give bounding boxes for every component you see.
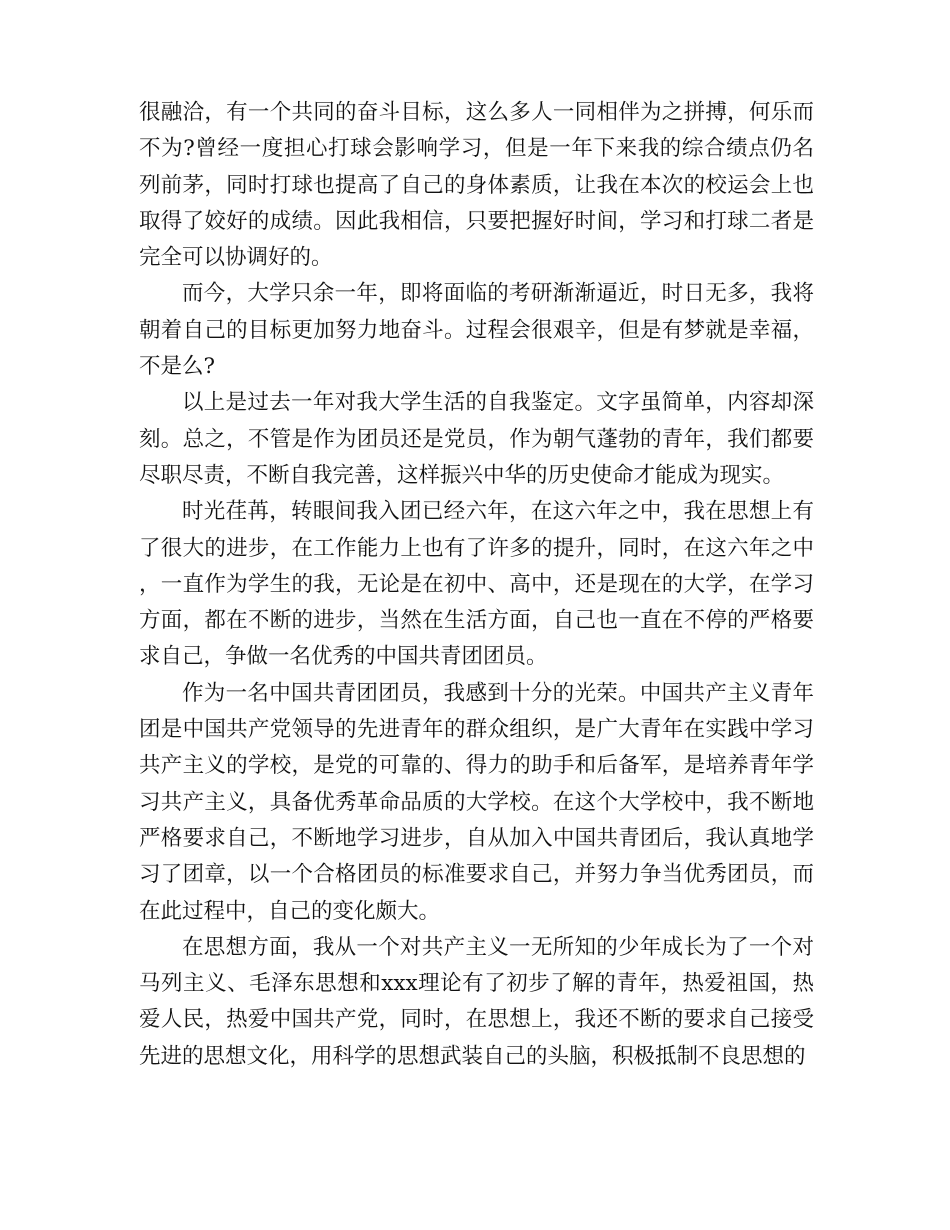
paragraph: 在思想方面，我从一个对共产主义一无所知的少年成长为了一个对马列主义、毛泽东思想和xxx理论有了初步了解的青年，热爱祖国，热爱人民，热爱中国共产党，同时，在思想上，我还不断的要求自己接受先进的思想文化，用科学的思想武装自己的头脑，积极抵制不良思想的 — [139, 934, 814, 1069]
paragraph: 而今，大学只余一年，即将面临的考研渐渐逼近，时日无多，我将朝着自己的目标更加努力地奋斗。过程会很艰辛，但是有梦就是幸福，不是么? — [139, 281, 814, 380]
paragraph: 以上是过去一年对我大学生活的自我鉴定。文字虽简单，内容却深刻。总之，不管是作为团员还是党员，作为朝气蓬勃的青年，我们都要尽职尽责，不断自我完善，这样振兴中华的历史使命才能成为现实。 — [139, 390, 814, 488]
document-body — [139, 95, 814, 1075]
paragraph: 时光荏苒，转眼间我入团已经六年，在这六年之中，我在思想上有了很大的进步，在工作能力上也有了许多的提升，同时，在这六年之中，一直作为学生的我，无论是在初中、高中，还是现在的大学，在学习方面，都在不断的进步，当然在生活方面，自己也一直在不停的严格要求自己，争做一名优秀的中国共青团团员。 — [139, 499, 814, 670]
paragraph: 作为一名中国共青团团员，我感到十分的光荣。中国共产主义青年团是中国共产党领导的先进青年的群众组织，是广大青年在实践中学习共产主义的学校，是党的可靠的、得力的助手和后备军，是培养青年学习共产主义，具备优秀革命品质的大学校。在这个大学校中，我不断地严格要求自己，不断地学习进步，自从加入中国共青团后，我认真地学习了团章，以一个合格团员的标准要求自己，并努力争当优秀团员，而在此过程中，自己的变化颇大。 — [139, 680, 814, 924]
paragraph-continuation: 很融洽，有一个共同的奋斗目标，这么多人一同相伴为之拼搏，何乐而不为?曾经一度担心打球会影响学习，但是一年下来我的综合绩点仍名列前茅，同时打球也提高了自己的身体素质，让我在本次的校运会上也取得了姣好的成绩。因此我相信，只要把握好时间，学习和打球二者是完全可以协调好的。 — [139, 100, 814, 271]
